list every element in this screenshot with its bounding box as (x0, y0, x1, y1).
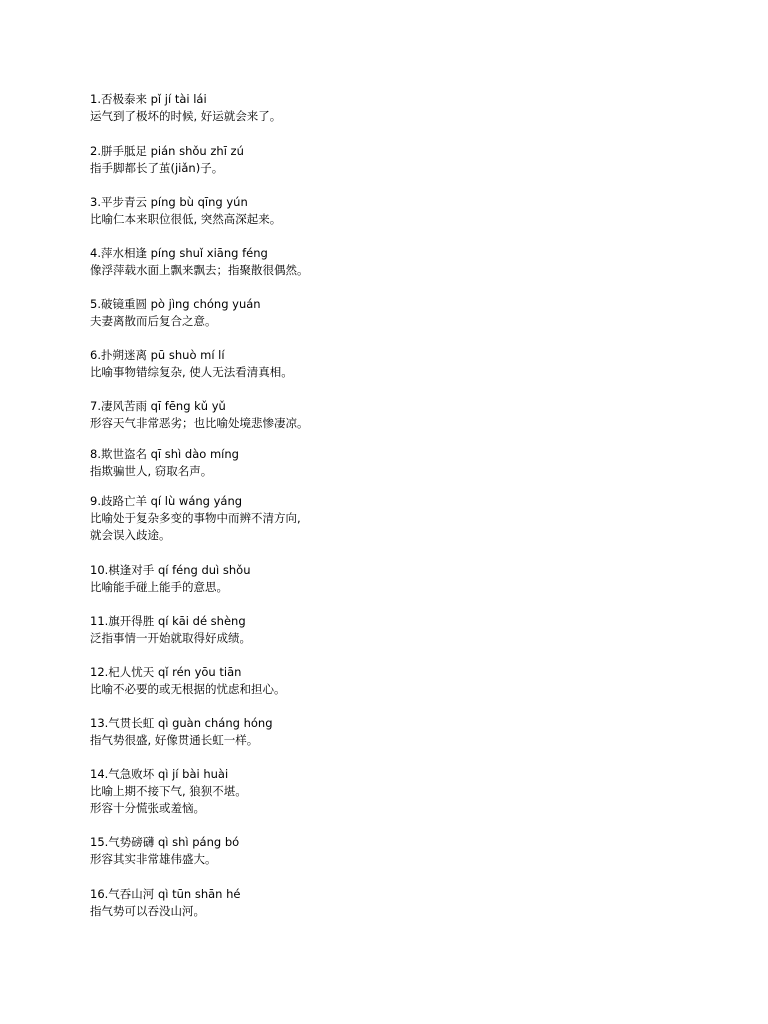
idiom-title: 1.否极泰来 pǐ jí tài lái (90, 92, 207, 106)
idiom-definition: 形容十分慌张或羞恼。 (90, 801, 205, 815)
idiom-definition: 指欺骗世人, 窃取名声。 (90, 464, 213, 478)
idiom-definition: 就会误入歧途。 (90, 528, 171, 542)
idiom-definition: 比喻能手碰上能手的意思。 (90, 580, 228, 594)
idiom-definition: 形容其实非常雄伟盛大。 (90, 852, 217, 866)
idiom-definition: 像浮萍载水面上飘来飘去；指聚散很偶然。 (90, 263, 309, 277)
idiom-title: 7.凄风苦雨 qī fēng kǔ yǔ (90, 399, 226, 413)
idiom-title: 15.气势磅礴 qì shì páng bó (90, 835, 240, 849)
idiom-title: 4.萍水相逢 píng shuǐ xiāng féng (90, 246, 268, 260)
idiom-title: 8.欺世盗名 qī shì dào míng (90, 447, 239, 461)
idiom-entry (90, 194, 730, 228)
idiom-entry (90, 715, 730, 749)
idiom-title: 3.平步青云 píng bù qīng yún (90, 195, 248, 209)
idiom-title: 6.扑朔迷离 pū shuò mí lí (90, 348, 225, 362)
idiom-definition: 夫妻离散而后复合之意。 (90, 314, 217, 328)
idiom-definition: 指手脚都长了茧(jiǎn)子。 (90, 161, 224, 175)
idiom-entry (90, 886, 730, 920)
idiom-title: 12.杞人忧天 qǐ rén yōu tiān (90, 665, 242, 679)
idiom-entry (90, 834, 730, 868)
idiom-entry (90, 245, 730, 279)
idiom-title: 2.胼手胝足 pián shǒu zhī zú (90, 144, 244, 158)
idiom-definition: 比喻仁本来职位很低, 突然高深起来。 (90, 212, 282, 226)
idiom-definition: 指气势可以吞没山河。 (90, 904, 205, 918)
idiom-definition: 比喻不必要的或无根据的忧虑和担心。 (90, 682, 286, 696)
idiom-entry (90, 664, 730, 698)
idiom-entry (90, 143, 730, 177)
idiom-entry (90, 446, 730, 480)
idiom-title: 16.气吞山河 qì tūn shān hé (90, 887, 241, 901)
idiom-title: 9.歧路亡羊 qí lù wáng yáng (90, 494, 243, 508)
idiom-title: 10.棋逢对手 qí féng duì shǒu (90, 563, 251, 577)
idiom-definition: 指气势很盛, 好像贯通长虹一样。 (90, 733, 259, 747)
idiom-entry (90, 562, 730, 596)
idiom-title: 13.气贯长虹 qì guàn cháng hóng (90, 716, 273, 730)
idiom-definition: 运气到了极坏的时候, 好运就会来了。 (90, 109, 282, 123)
idiom-title: 11.旗开得胜 qí kāi dé shèng (90, 614, 246, 628)
idiom-definition: 比喻上期不接下气, 狼狈不堪。 (90, 784, 247, 798)
idiom-title: 5.破镜重圆 pò jìng chóng yuán (90, 297, 261, 311)
idiom-entry (90, 347, 730, 381)
idiom-definition: 比喻事物错综复杂, 使人无法看清真相。 (90, 365, 293, 379)
idiom-definition: 泛指事情一开始就取得好成绩。 (90, 631, 251, 645)
idiom-entry (90, 398, 730, 432)
idiom-entry (90, 766, 730, 817)
idiom-entry (90, 91, 730, 125)
document-page (90, 0, 730, 1024)
idiom-definition: 比喻处于复杂多变的事物中而辨不清方向, (90, 511, 301, 525)
idiom-entry (90, 613, 730, 647)
idiom-entry (90, 296, 730, 330)
idiom-entry (90, 493, 730, 544)
idiom-title: 14.气急败坏 qì jí bài huài (90, 767, 229, 781)
idiom-definition: 形容天气非常恶劣；也比喻处境悲惨凄凉。 (90, 416, 309, 430)
